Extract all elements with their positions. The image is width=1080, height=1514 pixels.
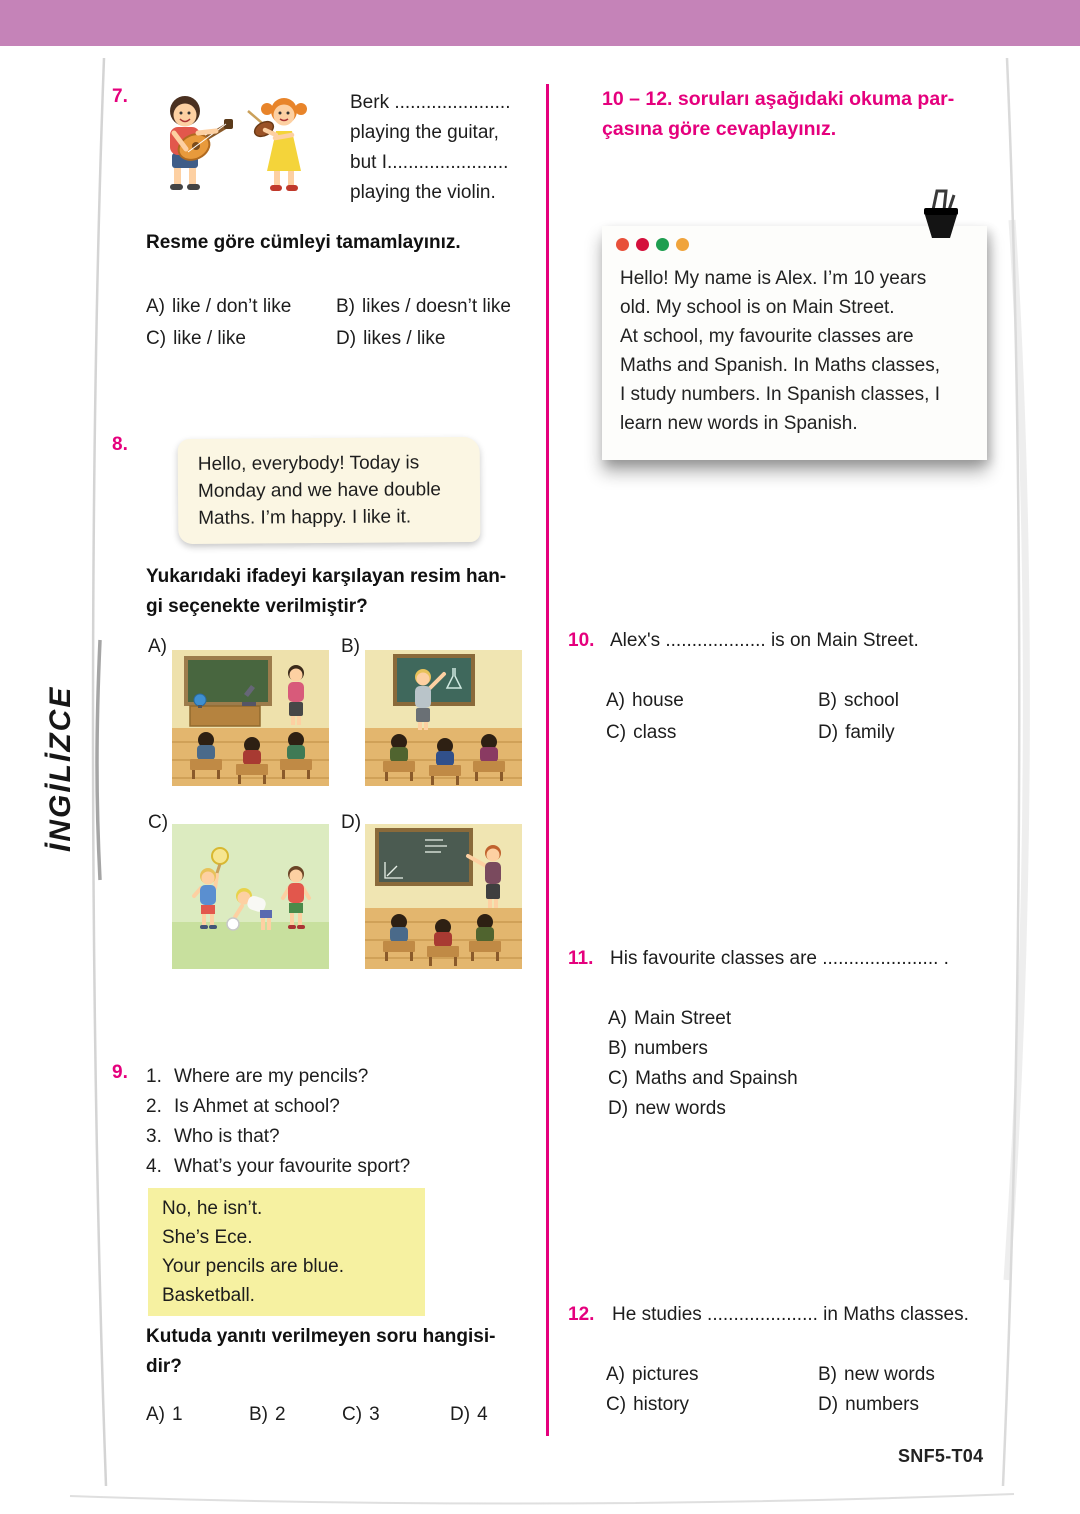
q8-instruction: Yukarıdaki ifadeyi karşılayan resim han- gi seçenekte verilmiştir? xyxy=(146,566,507,617)
q12-option-c: C) history xyxy=(606,1394,690,1415)
q8-option-c-image xyxy=(172,824,329,969)
classroom-a-image xyxy=(172,650,329,786)
q11-option-c: C) Maths and Spainsh xyxy=(608,1068,798,1089)
q9-option-a: A) 1 xyxy=(146,1404,183,1425)
playground-image xyxy=(172,824,329,969)
decorative-dots xyxy=(616,238,689,251)
dot-icon xyxy=(636,238,649,251)
reading-passage-text: Hello! My name is Alex. I’m 10 years old. My school is on Main Street. At school, my favourite classes are Maths and Spanish. In Maths classes, I study numbers. In Spanish classes, I learn new words in Spanish. xyxy=(620,268,940,434)
q9-answer-box xyxy=(148,1188,425,1316)
q8-speech-line: Hello, everybody! Today is xyxy=(197,452,420,475)
q10-stem: Alex's ................... is on Main Street. xyxy=(610,630,919,651)
q9-option-c: C) 3 xyxy=(342,1404,380,1425)
q7-instruction: Resme göre cümleyi tamamlayınız. xyxy=(146,232,461,253)
q8-option-d-image xyxy=(365,824,522,969)
top-banner xyxy=(0,0,1080,46)
option-label: B) xyxy=(336,296,355,317)
q8-option-a-image xyxy=(172,650,329,786)
q7-option-b xyxy=(336,296,511,318)
q9-option-d: D) 4 xyxy=(450,1404,488,1425)
option-label: A) xyxy=(146,296,165,317)
q10-option-c: C) class xyxy=(606,722,677,743)
q12-option-d: D) numbers xyxy=(818,1394,919,1415)
dot-icon xyxy=(616,238,629,251)
girl-with-violin xyxy=(248,98,307,191)
test-code: SNF5-T04 xyxy=(898,1446,984,1466)
option-label: D) xyxy=(336,328,357,349)
q8-option-b-label: B) xyxy=(341,636,360,657)
dot-icon xyxy=(676,238,689,251)
q7-option-d xyxy=(336,328,445,350)
q9-item: 2. Is Ahmet at school? xyxy=(146,1096,340,1117)
q9-item: 4. What’s your favourite sport? xyxy=(146,1156,411,1177)
column-divider xyxy=(546,84,549,1436)
q8-option-a-label: A) xyxy=(148,636,167,657)
guitar-violin-kids-image xyxy=(136,92,336,214)
reading-passage-card xyxy=(602,226,987,460)
question-8-number: 8. xyxy=(112,434,128,455)
q9-question-list xyxy=(146,1062,410,1182)
q9-instruction: Kutuda yanıtı verilmeyen soru hangisi- dir? xyxy=(146,1326,496,1377)
q8-option-d-label: D) xyxy=(341,812,362,833)
q9-answer-line: Basketball. xyxy=(162,1285,255,1306)
question-11-number: 11. xyxy=(568,948,594,969)
q9-option-b: B) 2 xyxy=(249,1404,286,1425)
q7-option-c xyxy=(146,328,246,350)
q12-stem: He studies ..................... in Maths classes. xyxy=(612,1304,969,1325)
q8-speech-line: Monday and we have double xyxy=(197,479,442,502)
q7-option-a xyxy=(146,296,291,318)
question-12-number: 12. xyxy=(568,1304,595,1325)
question-7-number: 7. xyxy=(112,86,128,107)
question-9-number: 9. xyxy=(112,1062,128,1083)
q8-speech-line: Maths. I’m happy. I like it. xyxy=(198,506,412,529)
q7-sentence-line: playing the guitar, xyxy=(350,122,499,143)
question-7-illustration xyxy=(136,92,336,214)
classroom-b-image xyxy=(365,650,522,786)
option-text: likes / doesn’t like xyxy=(362,296,511,317)
option-text: like / like xyxy=(173,328,246,349)
boy-with-guitar xyxy=(170,96,233,190)
q9-answer-line: Your pencils are blue. xyxy=(162,1256,345,1277)
q9-answer-line: She’s Ece. xyxy=(162,1227,253,1248)
question-10-number: 10. xyxy=(568,630,595,651)
q7-sentence xyxy=(350,88,510,208)
q9-item: 3. Who is that? xyxy=(146,1126,280,1147)
option-text: likes / like xyxy=(363,328,446,349)
subject-label: İNGİLİZCE xyxy=(44,685,77,852)
option-text: like / don’t like xyxy=(172,296,292,317)
q11-option-d: D) new words xyxy=(608,1098,726,1119)
q7-sentence-line: playing the violin. xyxy=(350,182,496,203)
q11-option-b: B) numbers xyxy=(608,1038,708,1059)
q10-option-a: A) house xyxy=(606,690,684,711)
reading-instruction-header: 10 – 12. soruları aşağıdaki okuma par- çasına göre cevaplayınız. xyxy=(602,88,955,140)
classroom-d-image xyxy=(365,824,522,969)
q11-stem: His favourite classes are ...................... . xyxy=(610,948,949,969)
q12-option-b: B) new words xyxy=(818,1364,935,1385)
q8-option-c-label: C) xyxy=(148,812,169,833)
q9-answer-line: No, he isn’t. xyxy=(162,1198,263,1219)
q7-sentence-line: Berk ...................... xyxy=(350,92,511,113)
q12-option-a: A) pictures xyxy=(606,1364,699,1385)
q9-item: 1. Where are my pencils? xyxy=(146,1066,369,1087)
q11-option-a: A) Main Street xyxy=(608,1008,732,1029)
dot-icon xyxy=(656,238,669,251)
q7-sentence-line: but I....................... xyxy=(350,152,509,173)
q10-option-b: B) school xyxy=(818,690,899,711)
binder-clip-icon xyxy=(918,186,964,248)
q10-option-d: D) family xyxy=(818,722,895,743)
q8-speech-note xyxy=(178,437,481,544)
option-label: C) xyxy=(146,328,167,349)
q8-option-b-image xyxy=(365,650,522,786)
